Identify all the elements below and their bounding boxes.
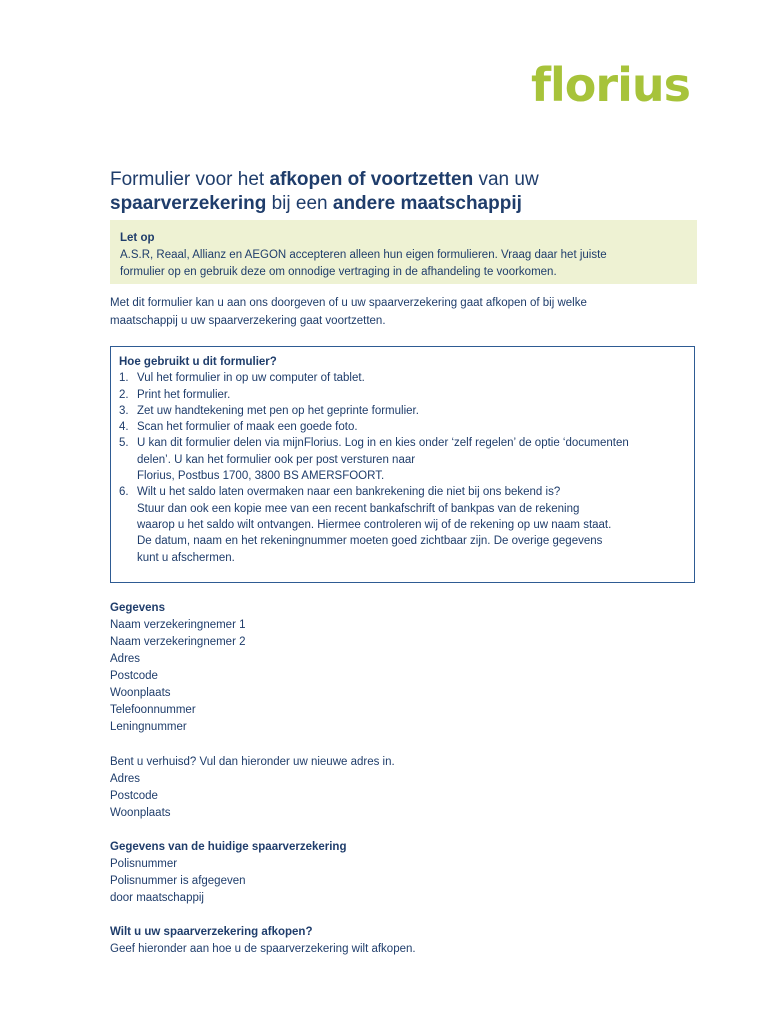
field-label: Adres (110, 773, 141, 785)
step-number: 6. (119, 486, 129, 499)
instruction-step (119, 387, 686, 403)
field-label: Postcode (110, 790, 158, 802)
instructions-heading: Hoe gebruikt u dit formulier? (119, 356, 277, 368)
section-heading: Gegevens van de huidige spaarverzekering (110, 841, 347, 853)
title-emphasis: andere maatschappij (332, 193, 522, 214)
step-text (137, 370, 686, 386)
intro-text: Met dit formulier kan u aan ons doorgeven of u uw spaarverzekering gaat afkopen of bij welke (110, 297, 587, 309)
field-label: Leningnummer (110, 721, 187, 733)
step-number: 1. (119, 372, 129, 385)
field-label: Adres (110, 653, 141, 665)
instruction-step (119, 403, 686, 419)
instruction-step (119, 419, 686, 435)
section-question: Bent u verhuisd? Vul dan hieronder uw nieuwe adres in. (110, 756, 395, 768)
step-line: waarop u het saldo wilt ontvangen. Hiermee controleren wij of de rekening op uw naam staat. (137, 518, 612, 531)
step-line: delen’. U kan het formulier ook per post versturen naar (137, 453, 416, 466)
field-label: Woonplaats (110, 807, 171, 819)
step-line: Florius, Postbus 1700, 3800 BS AMERSFOORT. (137, 470, 385, 483)
field-label: door maatschappij (110, 892, 204, 904)
instruction-step (119, 484, 686, 565)
field-label: Naam verzekeringnemer 1 (110, 619, 246, 631)
step-number: 5. (119, 437, 129, 450)
step-number: 3. (119, 404, 129, 417)
section-heading: Gegevens (110, 602, 165, 614)
florius-logo: florius (531, 58, 690, 112)
step-text (137, 403, 686, 419)
step-line: Zet uw handtekening met pen op het geprinte formulier. (137, 404, 419, 417)
step-text (137, 484, 686, 565)
attention-note (110, 220, 697, 284)
step-line: kunt u afschermen. (137, 551, 235, 564)
field-label: Telefoonnummer (110, 704, 196, 716)
title-emphasis: spaarverzekering (110, 193, 267, 214)
current-policy-section (110, 839, 697, 907)
instructions-box (110, 346, 695, 583)
step-line: Wilt u het saldo laten overmaken naar een bankrekening die niet bij ons bekend is? (137, 486, 561, 499)
step-text (137, 419, 686, 435)
field-label: Polisnummer (110, 858, 178, 870)
gegevens-section (110, 600, 697, 736)
intro-text: maatschappij u uw spaarverzekering gaat voortzetten. (110, 315, 386, 327)
section-text: Geef hieronder aan hoe u de spaarverzekering wilt afkopen. (110, 943, 416, 955)
step-line: Print het formulier. (137, 388, 231, 401)
step-text (137, 435, 686, 484)
new-address-section (110, 754, 697, 822)
note-text: A.S.R, Reaal, Allianz en AEGON accepteren alleen hun eigen formulieren. Vraag daar het juiste (120, 249, 607, 261)
title-text: bij een (266, 193, 333, 214)
surrender-section (110, 924, 697, 958)
step-number: 2. (119, 388, 129, 401)
page-title (110, 168, 690, 216)
step-line: Scan het formulier of maak een goede foto. (137, 421, 358, 434)
step-text (137, 387, 686, 403)
instruction-step (119, 370, 686, 386)
field-label: Naam verzekeringnemer 2 (110, 636, 246, 648)
note-text: formulier op en gebruik deze om onnodige vertraging in de afhandeling te voorkomen. (120, 266, 557, 278)
instructions-list (119, 370, 686, 566)
field-label: Woonplaats (110, 687, 171, 699)
section-heading: Wilt u uw spaarverzekering afkopen? (110, 926, 313, 938)
field-label: Polisnummer is afgegeven (110, 875, 246, 887)
title-text: van uw (473, 169, 539, 190)
step-line: De datum, naam en het rekeningnummer moeten goed zichtbaar zijn. De overige gegevens (137, 535, 603, 548)
instruction-step (119, 435, 686, 484)
step-number: 4. (119, 421, 129, 434)
step-line: U kan dit formulier delen via mijnFlorius. Log in en kies onder ‘zelf regelen’ de optie ‘documenten (137, 437, 629, 450)
step-line: Vul het formulier in op uw computer of tablet. (137, 372, 365, 385)
intro-paragraph (110, 294, 697, 330)
field-label: Postcode (110, 670, 158, 682)
title-text: Formulier voor het (110, 169, 270, 190)
note-heading: Let op (120, 232, 155, 244)
step-line: Stuur dan ook een kopie mee van een recent bankafschrift of bankpas van de rekening (137, 502, 580, 515)
title-emphasis: afkopen of voortzetten (269, 169, 474, 190)
